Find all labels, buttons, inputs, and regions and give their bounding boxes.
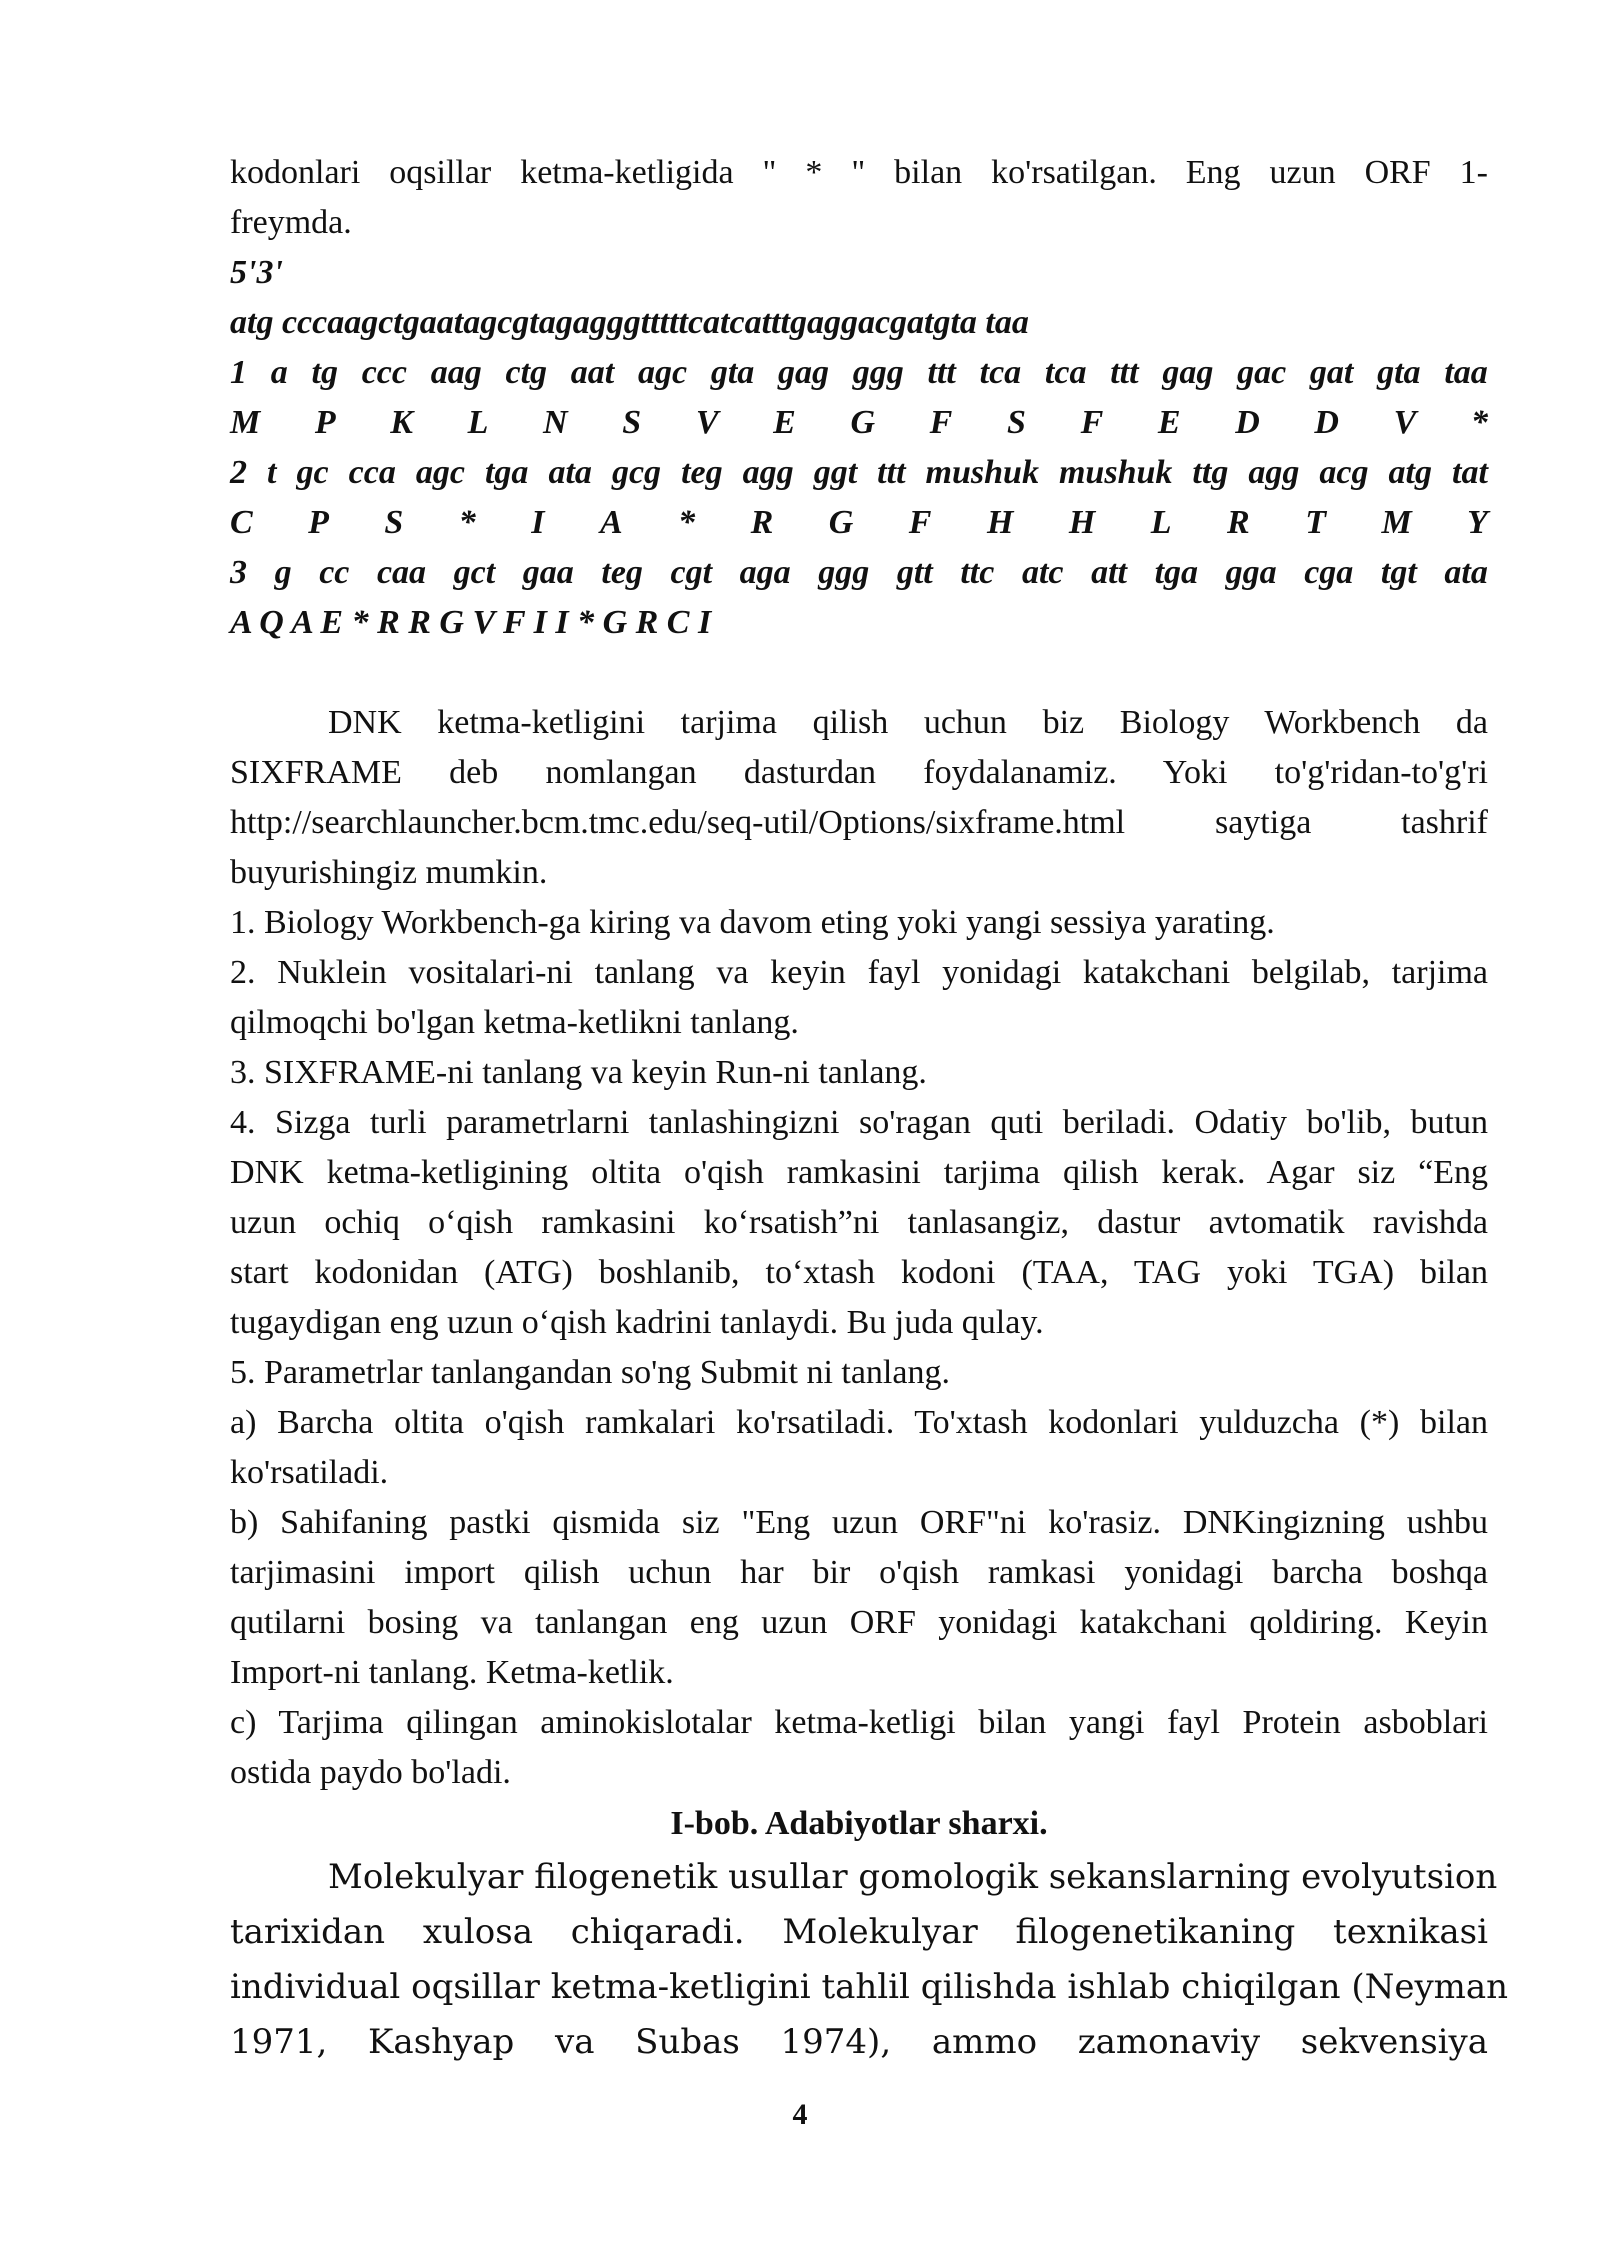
text-line: DNK ketma-ketligini tarjima qilish uchun biz Biology Workbench da [328, 704, 1488, 741]
frame1-codons-token: 1 [230, 354, 247, 391]
frame2-aa-token: T [1305, 504, 1326, 541]
text-line: Molekulyar filogenetik usullar gomologik sekanslarning evolyutsion [328, 1857, 1498, 1897]
frame1-codons-token: gag [1162, 354, 1214, 391]
frame3-codons-token: cc [319, 554, 350, 591]
frame2-codons-token: mushuk [925, 454, 1039, 491]
frame1-codons-token: gac [1237, 354, 1287, 391]
frame2-codons-token: gcg [611, 454, 662, 491]
step-line: b) Sahifaning pastki qismida siz "Eng uzun ORF"ni ko'rasiz. DNKingizning ushbu [230, 1504, 1488, 1541]
frame1-codons-token: ttt [927, 354, 956, 391]
frame1-codons-token: tca [979, 354, 1022, 391]
frame1-aa-token: P [314, 404, 336, 441]
frame3-codons-token: tgt [1380, 554, 1417, 591]
frame3-codons-token: gga [1225, 554, 1277, 591]
frame3-codons-token: gct [453, 554, 496, 591]
frame3-codons-token: cgt [670, 554, 713, 591]
frame2-codons-token: agg [1248, 454, 1300, 491]
frame1-aa-token: M [230, 404, 261, 441]
frame1-aa-token: D [1314, 404, 1339, 441]
frame1-aa-token: N [543, 404, 568, 441]
frame1-aa-token: V [695, 404, 719, 441]
spacer [230, 648, 1488, 698]
frame1-codons-token: taa [1444, 354, 1488, 391]
frame3-codons [230, 548, 1488, 598]
page-number: 4 [792, 2098, 808, 2131]
frame2-aa-token: H [1068, 504, 1096, 541]
frame1-codons-token: aag [430, 354, 482, 391]
text-line: buyurishingiz mumkin. [230, 854, 548, 891]
frame3-codons-token: 3 [230, 554, 247, 591]
frame3-codons-token: aga [739, 554, 791, 591]
frame1-codons-token: aat [570, 354, 615, 391]
sequence-full: atg cccaagctgaatagcgtagagggtttttcatcatttgaggacgatgta taa [230, 304, 1029, 341]
frame2-codons-token: atg [1388, 454, 1432, 491]
frame2-codons-token: tat [1452, 454, 1488, 491]
frame3-codons-token: tga [1154, 554, 1199, 591]
frame2-aa-token: A [599, 504, 623, 541]
document-page [230, 148, 1509, 2070]
step-line: c) Tarjima qilingan aminokislotalar ketma-ketligi bilan yangi fayl Protein asboblari [230, 1704, 1488, 1741]
step-line: 3. SIXFRAME-ni tanlang va keyin Run-ni tanlang. [230, 1054, 927, 1091]
frame2-aa-token: C [230, 504, 253, 541]
frame1-aa-token: D [1235, 404, 1260, 441]
frame3-codons-token: cga [1304, 554, 1354, 591]
frame2-codons-token: ggt [813, 454, 858, 491]
frame2-codons [230, 448, 1488, 498]
text-line: 1971, Kashyap va Subas 1974), ammo zamonaviy sekvensiya [230, 2022, 1488, 2062]
instruction-steps [230, 898, 1488, 1798]
frame2-aa-token: M [1381, 504, 1412, 541]
text-line: freymda. [230, 204, 352, 241]
frame1-codons-token: gta [710, 354, 755, 391]
step-line: qutilarni bosing va tanlangan eng uzun ORF yonidagi katakchani qoldiring. Keyin [230, 1604, 1488, 1641]
frame1-codons-token: gat [1309, 354, 1354, 391]
frame3-codons-token: teg [601, 554, 643, 591]
frame2-aa-token: R [1227, 504, 1250, 541]
frame3-codons-token: ata [1444, 554, 1488, 591]
frame2-codons-token: agg [742, 454, 794, 491]
frame2-aa-token: G [828, 504, 854, 541]
frame2-codons-token: gc [296, 454, 329, 491]
step-line: tugaydigan eng uzun o‘qish kadrini tanlaydi. Bu juda qulay. [230, 1304, 1044, 1341]
text-line: kodonlari oqsillar ketma-ketligida " * " bilan ko'rsatilgan. Eng uzun ORF 1- [230, 154, 1488, 191]
step-line: 4. Sizga turli parametrlarni tanlashingizni so'ragan quti beriladi. Odatiy bo'lib, butun [230, 1104, 1488, 1141]
frame1-aa-token: S [1007, 404, 1026, 441]
step-line: tarjimasini import qilish uchun har bir o'qish ramkasi yonidagi barcha boshqa [230, 1554, 1488, 1591]
frame2-aa-token: R [750, 504, 774, 541]
frame2-codons-token: teg [681, 454, 723, 491]
step-line: qilmoqchi bo'lgan ketma-ketlikni tanlang. [230, 1004, 799, 1041]
frame2-aa-token: I [531, 504, 545, 541]
frame2-amino-acids [230, 498, 1488, 548]
step-line: DNK ketma-ketligining oltita o'qish ramkasini tarjima qilish kerak. Agar siz “Eng [230, 1154, 1488, 1191]
frame3-codons-token: atc [1021, 554, 1064, 591]
frame2-codons-token: tga [484, 454, 529, 491]
frame1-codons-token: gta [1377, 354, 1421, 391]
frame2-codons-token: ttt [877, 454, 906, 491]
frame1-codons-token: ccc [361, 354, 407, 391]
text-line: SIXFRAME deb nomlangan dasturdan foydalanamiz. Yoki to'g'ridan-to'g'ri [230, 754, 1488, 791]
step-line: ostida paydo bo'ladi. [230, 1754, 511, 1791]
frame1-codons-token: tca [1044, 354, 1087, 391]
frame1-codons-token: gag [778, 354, 830, 391]
frame1-aa-token: F [929, 404, 953, 441]
frame1-codons [230, 348, 1488, 398]
frame1-aa-token: S [622, 404, 642, 441]
frame2-codons-token: agc [415, 454, 465, 491]
frame2-aa-token: * [678, 504, 696, 541]
frame1-codons-token: ggg [852, 354, 904, 391]
frame2-aa-token: F [908, 504, 932, 541]
text-line: tarixidan xulosa chiqaradi. Molekulyar filogenetikaning texnikasi [230, 1912, 1488, 1952]
frame2-codons-token: ttg [1192, 454, 1229, 491]
frame1-codons-token: ctg [505, 354, 548, 391]
frame1-aa-token: G [850, 404, 876, 441]
frame1-aa-token: L [467, 404, 489, 441]
frame2-codons-token: mushuk [1058, 454, 1173, 491]
frame3-codons-token: att [1091, 554, 1127, 591]
frame1-codons-token: ttt [1110, 354, 1139, 391]
text-line: individual oqsillar ketma-ketligini tahlil qilishda ishlab chiqilgan (Neyman [230, 1967, 1509, 2007]
frame1-aa-token: E [1157, 404, 1181, 441]
frame1-codons-token: a [270, 354, 288, 391]
frame2-aa-token: H [986, 504, 1014, 541]
frame3-amino-acids: A Q A E * R R G V F I I * G R C I [230, 604, 712, 641]
step-line: ko'rsatiladi. [230, 1454, 389, 1491]
step-line: 2. Nuklein vositalari-ni tanlang va keyin fayl yonidagi katakchani belgilab, tarjima [230, 954, 1488, 991]
frame3-codons-token: gtt [896, 554, 933, 591]
frame1-aa-token: F [1080, 404, 1104, 441]
step-line: 5. Parametrlar tanlangandan so'ng Submit ni tanlang. [230, 1354, 950, 1391]
frame3-codons-token: gaa [522, 554, 574, 591]
frame2-aa-token: * [458, 504, 476, 541]
frame2-codons-token: cca [348, 454, 396, 491]
frame2-codons-token: ata [548, 454, 592, 491]
frame2-codons-token: acg [1319, 454, 1369, 491]
frame3-codons-token: ggg [818, 554, 870, 591]
frame3-codons-token: caa [376, 554, 427, 591]
frame1-codons-token: tg [311, 354, 338, 391]
step-line: uzun ochiq o‘qish ramkasini ko‘rsatish”ni tanlasangiz, dastur avtomatik ravishda [230, 1204, 1488, 1241]
section-heading: I-bob. Adabiyotlar sharxi. [670, 1805, 1048, 1842]
step-line: 1. Biology Workbench-ga kiring va davom eting yoki yangi sessiya yarating. [230, 904, 1275, 941]
frame1-aa-token: V [1393, 404, 1417, 441]
text-line: http://searchlauncher.bcm.tmc.edu/seq-util/Options/sixframe.html saytiga tashrif [230, 804, 1488, 841]
frame1-aa-token: E [773, 404, 796, 441]
step-line: start kodonidan (ATG) boshlanib, to‘xtash kodoni (TAA, TAG yoki TGA) bilan [230, 1254, 1488, 1291]
frame2-aa-token: S [384, 504, 404, 541]
frame2-aa-token: Y [1467, 504, 1488, 541]
frame2-codons-token: t [267, 454, 277, 491]
sequence-label: 5'3' [230, 254, 283, 291]
frame1-aa-token: K [390, 404, 413, 441]
frame3-codons-token: ttc [960, 554, 995, 591]
frame2-aa-token: L [1150, 504, 1172, 541]
frame1-aa-token: * [1470, 404, 1488, 441]
frame3-codons-token: g [274, 554, 292, 591]
step-line: a) Barcha oltita o'qish ramkalari ko'rsatiladi. To'xtash kodonlari yulduzcha (*) bilan [230, 1404, 1488, 1441]
step-line: Import-ni tanlang. Ketma-ketlik. [230, 1654, 674, 1691]
frame1-amino-acids [230, 398, 1488, 448]
frame2-codons-token: 2 [230, 454, 247, 491]
frame1-codons-token: agc [637, 354, 688, 391]
frame2-aa-token: P [308, 504, 329, 541]
